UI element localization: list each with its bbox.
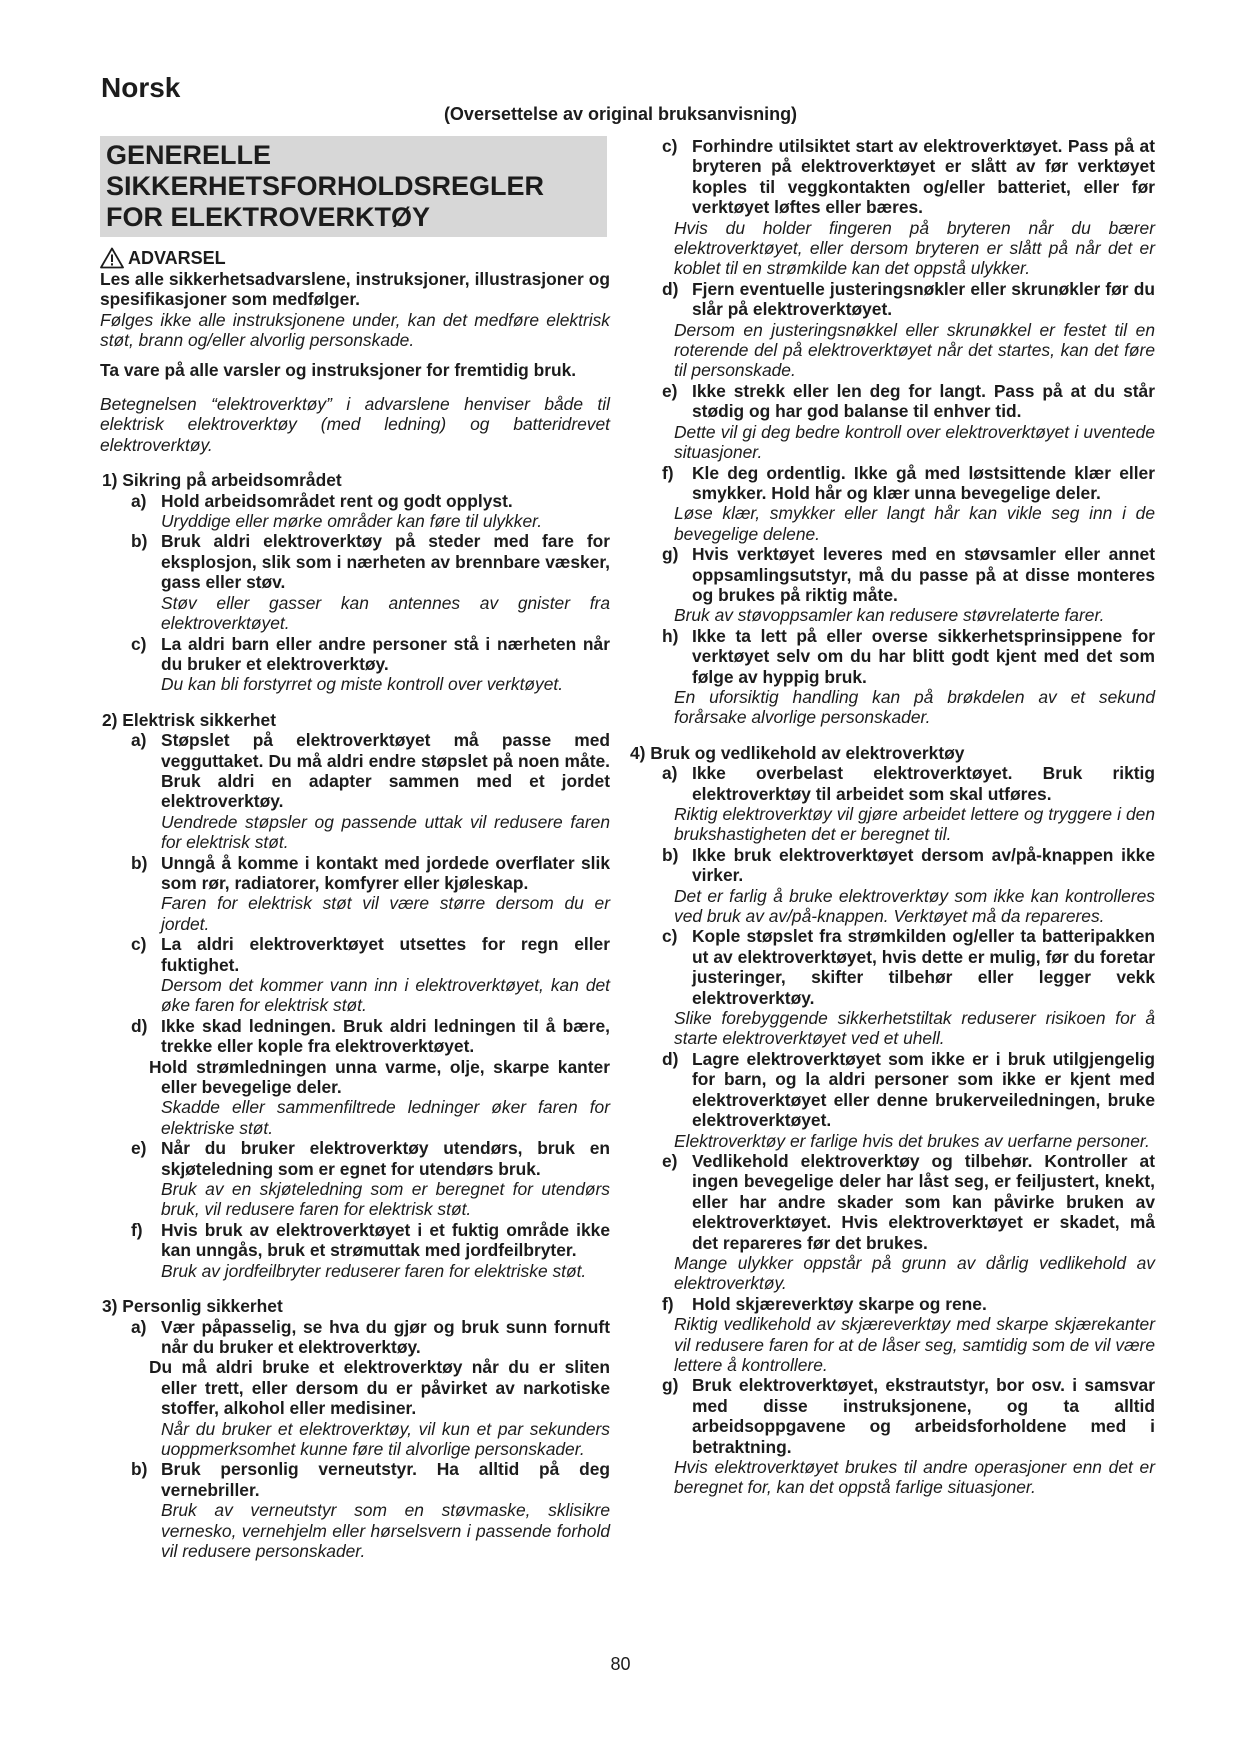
s3-item-d-note: Dersom en justeringsnøkkel eller skrunøkkel er festet til en roterende del på elektroverktøyet når det startes, kan det føre til personskade. xyxy=(674,319,1155,381)
s3-item-g: g) Hvis verktøyet leveres med en støvsamler eller annet oppsamlingsutstyr, må du passe på at disse monteres og brukes på riktig måte. xyxy=(662,544,1155,605)
s2-item-e-note: Bruk av en skjøteledning som er beregnet for utendørs bruk, vil redusere faren for elektrisk støt. xyxy=(161,1179,610,1220)
page-number: 80 xyxy=(610,1654,631,1674)
section-3-title: 3) Personlig sikkerhet xyxy=(102,1296,283,1317)
s3-item-a-extra: Du må aldri bruke et elektroverktøy når du er sliten eller trett, eller dersom du er påvirket av narkotiske stoffer, alkohol eller medisiner. xyxy=(149,1357,610,1419)
s2-item-d-extra: Hold strømledningen unna varme, olje, skarpe kanter eller bevegelige deler. xyxy=(149,1056,610,1098)
left-column xyxy=(100,136,610,1561)
s1-item-c: c) La aldri barn eller andre personer stå i nærheten når du bruker et elektroverktøy. xyxy=(131,633,610,674)
s2-item-b: b) Unngå å komme i kontakt med jordede overflater slik som rør, radiatorer, komfyrer eller kjøleskap. xyxy=(131,852,610,893)
s3-item-d: d) Fjern eventuelle justeringsnøkler eller skrunøkler før du slår på elektroverktøyet. xyxy=(662,278,1155,320)
language-label: Norsk xyxy=(101,72,181,103)
s2-item-f: f) Hvis bruk av elektroverktøyet i et fuktig område ikke kan unngås, bruk et strømuttak med jordfeilbryter. xyxy=(131,1219,610,1261)
s4-item-b-note: Det er farlig å bruke elektroverktøy som ikke kan kontrolleres ved bruk av av/på-knappen. Verktøyet må da repareres. xyxy=(674,885,1155,927)
warning-heading xyxy=(100,247,610,269)
s2-item-e: e) Når du bruker elektroverktøy utendørs, bruk en skjøteledning som er egnet for utendørs bruk. xyxy=(131,1138,610,1179)
s3-item-h-note: En uforsiktig handling kan på brøkdelen av et sekund forårsake alvorlige personskader. xyxy=(674,686,1155,728)
s1-item-a: a) Hold arbeidsområdet rent og godt opplyst. xyxy=(131,490,513,511)
s1-item-b-note: Støv eller gasser kan antennes av gnister fra elektroverktøyet. xyxy=(161,592,610,634)
title-line-3: FOR ELEKTROVERKTØY xyxy=(106,202,431,232)
s4-item-d: d) Lagre elektroverktøyet som ikke er i bruk utilgjengelig for barn, og la aldri personer som ikke er kjent med elektroverktøyet eller denne brukerveiledningen, bruke elektroverktøyet. xyxy=(662,1048,1155,1131)
s3-item-a: a) Vær påpasselig, se hva du gjør og bruk sunn fornuft når du bruker et elektroverktøy. xyxy=(131,1316,610,1357)
s2-item-c-note: Dersom det kommer vann inn i elektroverktøyet, kan det øke faren for elektrisk støt. xyxy=(161,975,610,1016)
s3-item-c-note: Hvis du holder fingeren på bryteren når du bærer elektroverktøyet, eller dersom bryteren er slått på når det er koblet til en strømkilde kan det oppstå ulykker. xyxy=(674,217,1155,279)
s4-item-d-note: Elektroverktøy er farlige hvis det brukes av uerfarne personer. xyxy=(674,1130,1150,1151)
section-title-box xyxy=(100,136,607,237)
s2-item-f-note: Bruk av jordfeilbryter reduserer faren for elektriske støt. xyxy=(161,1260,587,1281)
warning-triangle-icon xyxy=(100,247,124,269)
right-column xyxy=(630,136,1155,1498)
s3-item-c: c) Forhindre utilsiktet start av elektroverktøyet. Pass på at bryteren på elektroverktøyet er slått av før verktøyet koples til veggkontakten og/eller batteriet, eller før verktøyet løftes eller bæres. xyxy=(662,136,1155,218)
s3-item-b-note: Bruk av verneutstyr som en støvmaske, sklisikre vernesko, vernehjelm eller hørselsvern i passende forhold vil redusere personskader. xyxy=(161,1500,610,1561)
s2-item-c: c) La aldri elektroverktøyet utsettes for regn eller fuktighet. xyxy=(131,934,610,975)
s2-item-b-note: Faren for elektrisk støt vil være større dersom du er jordet. xyxy=(161,893,610,934)
s3-item-h: h) Ikke ta lett på eller overse sikkerhetsprinsippene for verktøyet selv om du har blitt godt kjent med det som følge av hyppig bruk. xyxy=(662,625,1155,687)
title-line-2: SIKKERHETSFORHOLDSREGLER xyxy=(106,171,545,201)
s1-item-a-note: Uryddige eller mørke områder kan føre til ulykker. xyxy=(161,511,543,532)
s3-item-f-note: Løse klær, smykker eller langt hår kan vikle seg inn i de bevegelige delene. xyxy=(674,503,1155,544)
s4-item-g-note: Hvis elektroverktøyet brukes til andre operasjoner enn det er beregnet for, kan det oppstå farlige situasjoner. xyxy=(674,1457,1155,1498)
s3-item-b: b) Bruk personlig verneutstyr. Ha alltid på deg vernebriller. xyxy=(131,1459,610,1500)
s2-item-a-note: Uendrede støpsler og passende uttak vil redusere faren for elektrisk støt. xyxy=(161,811,610,853)
section-2-title: 2) Elektrisk sikkerhet xyxy=(102,709,277,730)
s4-item-f-note: Riktig vedlikehold av skjæreverktøy med skarpe skjærekanter vil redusere faren for at de låser seg, samtidig som de vil være lettere å kontrollere. xyxy=(674,1314,1155,1375)
warning-bold-text: Les alle sikkerhetsadvarslene, instruksjoner, illustrasjoner og spesifikasjoner som medfølger. xyxy=(100,269,610,310)
keep-instructions-text: Ta vare på alle varsler og instruksjoner for fremtidig bruk. xyxy=(100,359,577,380)
s4-item-c: c) Kople støpslet fra strømkilden og/eller ta batteripakken ut av elektroverktøyet, hvis dette er mulig, før du foretar justeringer, skifter tilbehør eller legger vekk elektroverktøy. xyxy=(662,926,1155,1008)
warning-label: ADVARSEL xyxy=(128,247,226,268)
s2-item-d: d) Ikke skad ledningen. Bruk aldri ledningen til å bære, trekke eller kople fra elektroverktøyet. xyxy=(131,1015,610,1057)
s1-item-b: b) Bruk aldri elektroverktøy på steder med fare for eksplosjon, slik som i nærheten av brennbare væsker, gass eller støv. xyxy=(131,531,610,593)
s4-item-e-note: Mange ulykker oppstår på grunn av dårlig vedlikehold av elektroverktøy. xyxy=(674,1252,1155,1294)
s3-item-f: f) Kle deg ordentlig. Ikke gå med løstsittende klær eller smykker. Hold hår og klær unna bevegelige deler. xyxy=(662,462,1155,503)
s1-item-c-note: Du kan bli forstyrret og miste kontroll over verktøyet. xyxy=(161,674,564,695)
section-1-title: 1) Sikring på arbeidsområdet xyxy=(102,470,342,491)
section-4-title: 4) Bruk og vedlikehold av elektroverktøy xyxy=(630,742,965,763)
s2-item-a: a) Støpslet på elektroverktøyet må passe med vegguttaket. Du må aldri endre støpslet på noen måte. Bruk aldri en adapter sammen med et jordet elektroverktøy. xyxy=(131,730,610,812)
s4-item-f: f) Hold skjæreverktøy skarpe og rene. xyxy=(662,1293,987,1314)
s4-item-a-note: Riktig elektroverktøy vil gjøre arbeidet lettere og tryggere i den brukshastigheten det er beregnet til. xyxy=(674,804,1155,845)
definition-text: Betegnelsen “elektroverktøy” i advarslene henviser både til elektrisk elektroverktøy (med ledning) og batteridrevet elektroverktøy. xyxy=(100,394,610,455)
s4-item-g: g) Bruk elektroverktøyet, ekstrautstyr, bor osv. i samsvar med disse instruksjonene, og ta alltid arbeidsoppgavene og arbeidsforholdene med i betraktning. xyxy=(662,1375,1155,1457)
s3-item-e: e) Ikke strekk eller len deg for langt. Pass på at du står stødig og har god balanse til enhver tid. xyxy=(662,380,1155,422)
s3-item-g-note: Bruk av støvoppsamler kan redusere støvrelaterte farer. xyxy=(674,605,1105,626)
s2-item-d-note: Skadde eller sammenfiltrede ledninger øker faren for elektriske støt. xyxy=(161,1097,610,1138)
s3-item-e-note: Dette vil gi deg bedre kontroll over elektroverktøyet i uventede situasjoner. xyxy=(674,421,1155,463)
s4-item-e: e) Vedlikehold elektroverktøy og tilbehør. Kontroller at ingen bevegelige deler har låst seg, er feiljustert, knekt, eller har andre skader som kan påvirke bruken av elektroverktøyet. Hvis elektroverktøyet er skadet, må det repareres før det brukes. xyxy=(662,1150,1155,1253)
s4-item-a: a) Ikke overbelast elektroverktøyet. Bruk riktig elektroverktøy til arbeidet som skal utføres. xyxy=(662,763,1155,804)
s3-item-a-note: Når du bruker et elektroverktøy, vil kun et par sekunders uoppmerksomhet kunne føre til alvorlige personskader. xyxy=(161,1418,610,1459)
warning-italic-text: Følges ikke alle instruksjonene under, kan det medføre elektrisk støt, brann og/eller alvorlig personskade. xyxy=(100,309,610,351)
s4-item-b: b) Ikke bruk elektroverktøyet dersom av/på-knappen ikke virker. xyxy=(662,844,1155,886)
translation-subtitle: (Oversettelse av original bruksanvisning) xyxy=(443,104,798,124)
title-line-1: GENERELLE xyxy=(106,140,272,170)
s4-item-c-note: Slike forebyggende sikkerhetstiltak reduserer risikoen for å starte elektroverktøyet ved et uhell. xyxy=(674,1008,1155,1049)
